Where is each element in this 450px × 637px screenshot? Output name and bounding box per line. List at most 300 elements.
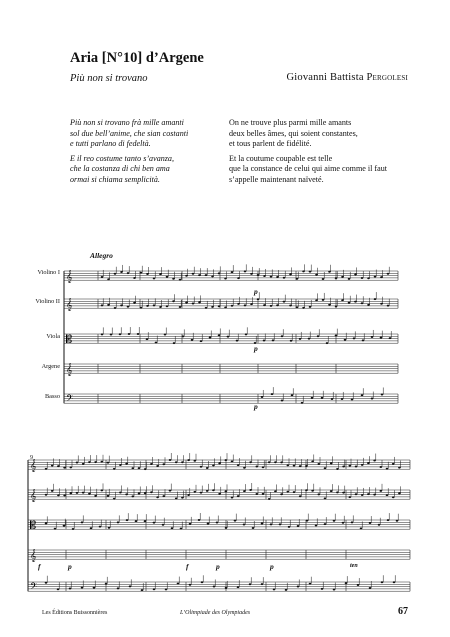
- note-head: [308, 338, 311, 340]
- note-head: [125, 493, 128, 495]
- note-head: [224, 307, 227, 309]
- note-head: [129, 585, 132, 587]
- poem-line: On ne trouve plus parmi mille amants: [229, 118, 352, 127]
- note-head: [173, 342, 176, 344]
- note-head: [311, 460, 314, 462]
- dynamic-marking: p: [270, 562, 274, 571]
- note-head: [207, 523, 210, 525]
- note-head: [302, 270, 305, 272]
- note-head: [201, 581, 204, 583]
- note-head: [353, 337, 356, 339]
- note-head: [321, 397, 324, 399]
- clef-icon: 𝄞: [30, 549, 37, 563]
- note-head: [120, 304, 123, 306]
- note-head: [386, 494, 389, 496]
- note-head: [280, 493, 283, 495]
- note-head: [257, 274, 260, 276]
- note-head: [315, 299, 318, 301]
- note-head: [392, 463, 395, 465]
- note-head: [198, 274, 201, 276]
- note-head: [181, 497, 184, 499]
- note-head: [114, 307, 117, 309]
- note-head: [311, 397, 314, 399]
- note-head: [189, 523, 192, 525]
- clef-icon: 𝄡: [30, 519, 37, 533]
- note-head: [209, 337, 212, 339]
- note-head: [127, 272, 130, 274]
- note-head: [392, 496, 395, 498]
- note-head: [349, 465, 352, 467]
- note-head: [45, 522, 48, 524]
- note-head: [299, 495, 302, 497]
- note-head: [94, 495, 97, 497]
- note-head: [45, 582, 48, 584]
- note-head: [315, 524, 318, 526]
- note-head: [225, 490, 228, 492]
- tempo-marking: Allegro: [90, 251, 113, 260]
- note-head: [328, 304, 331, 306]
- note-head: [387, 273, 390, 275]
- note-head: [117, 587, 120, 589]
- poem-line: E il reo costume tanto s’avanza,: [70, 153, 175, 163]
- note-head: [231, 305, 234, 307]
- note-head: [369, 587, 372, 589]
- note-head: [262, 493, 265, 495]
- note-head: [54, 528, 57, 530]
- note-head: [237, 586, 240, 588]
- note-head: [63, 525, 66, 527]
- dynamic-marking: p: [254, 344, 258, 353]
- note-head: [88, 493, 91, 495]
- note-head: [169, 459, 172, 461]
- note-head: [182, 335, 185, 337]
- note-head: [94, 461, 97, 463]
- note-head: [70, 492, 73, 494]
- note-head: [261, 583, 264, 585]
- note-head: [255, 493, 258, 495]
- note-head: [192, 303, 195, 305]
- poem-line: e tutti parlano di fedeltà.: [70, 139, 151, 149]
- note-head: [234, 520, 237, 522]
- dynamic-marking: p: [254, 402, 258, 411]
- note-head: [373, 494, 376, 496]
- note-head: [306, 520, 309, 522]
- note-head: [138, 492, 141, 494]
- note-head: [263, 304, 266, 306]
- note-head: [227, 336, 230, 338]
- note-head: [237, 495, 240, 497]
- note-head: [299, 338, 302, 340]
- note-head: [321, 588, 324, 590]
- note-head: [212, 464, 215, 466]
- note-head: [216, 522, 219, 524]
- note-head: [357, 584, 360, 586]
- note-head: [354, 301, 357, 303]
- note-head: [57, 588, 60, 590]
- note-head: [297, 525, 300, 527]
- note-head: [128, 333, 131, 335]
- note-head: [63, 467, 66, 469]
- composer-first-name: Giovanni Battista: [286, 72, 364, 83]
- poem-line: deux belles âmes, qui soient constantes,: [229, 128, 358, 138]
- note-head: [398, 492, 401, 494]
- note-head: [101, 461, 104, 463]
- note-head: [69, 588, 72, 590]
- note-head: [244, 270, 247, 272]
- note-head: [398, 467, 401, 469]
- note-head: [237, 464, 240, 466]
- note-head: [333, 589, 336, 591]
- poem-line: Et la coutume coupable est telle: [229, 153, 333, 163]
- note-head: [393, 581, 396, 583]
- note-head: [231, 497, 234, 499]
- note-head: [172, 278, 175, 280]
- note-head: [107, 462, 110, 464]
- note-head: [281, 400, 284, 402]
- note-head: [243, 467, 246, 469]
- note-head: [309, 306, 312, 308]
- note-head: [276, 304, 279, 306]
- note-head: [360, 527, 363, 529]
- note-head: [289, 305, 292, 307]
- note-head: [185, 275, 188, 277]
- clef-icon: 𝄢: [30, 581, 38, 595]
- note-head: [301, 402, 304, 404]
- note-head: [177, 583, 180, 585]
- note-head: [198, 301, 201, 303]
- note-head: [72, 528, 75, 530]
- note-head: [119, 491, 122, 493]
- note-head: [57, 465, 60, 467]
- note-head: [355, 493, 358, 495]
- note-head: [261, 523, 264, 525]
- note-head: [153, 522, 156, 524]
- note-head: [185, 302, 188, 304]
- note-head: [153, 304, 156, 306]
- note-head: [76, 492, 79, 494]
- note-head: [268, 461, 271, 463]
- note-head: [255, 466, 258, 468]
- note-head: [324, 523, 327, 525]
- note-head: [144, 520, 147, 522]
- note-head: [336, 491, 339, 493]
- note-head: [309, 583, 312, 585]
- note-head: [367, 493, 370, 495]
- note-head: [355, 466, 358, 468]
- poem-line: che la costanza di chi ben ama: [70, 164, 170, 174]
- instrument-label-basso: Basso: [44, 393, 60, 400]
- note-head: [283, 301, 286, 303]
- note-head: [133, 302, 136, 304]
- dynamic-marking: p: [68, 562, 72, 571]
- note-head: [137, 333, 140, 335]
- note-head: [250, 303, 253, 305]
- note-head: [108, 527, 111, 529]
- note-head: [93, 587, 96, 589]
- note-head: [153, 277, 156, 279]
- note-head: [245, 333, 248, 335]
- note-head: [299, 465, 302, 467]
- note-head: [189, 584, 192, 586]
- note-head: [342, 492, 345, 494]
- instrument-label-argene: Argene: [41, 363, 60, 370]
- note-head: [354, 273, 357, 275]
- note-head: [218, 493, 221, 495]
- clef-icon: 𝄞: [66, 298, 73, 312]
- clef-icon: 𝄞: [30, 459, 37, 473]
- note-head: [114, 273, 117, 275]
- note-head: [110, 334, 113, 336]
- note-head: [200, 466, 203, 468]
- note-head: [200, 492, 203, 494]
- note-head: [146, 273, 149, 275]
- note-head: [101, 304, 104, 306]
- note-head: [224, 277, 227, 279]
- note-head: [159, 273, 162, 275]
- note-head: [175, 498, 178, 500]
- note-head: [380, 276, 383, 278]
- note-head: [250, 273, 253, 275]
- note-head: [180, 528, 183, 530]
- note-head: [362, 339, 365, 341]
- composer-last-name: Pergolesi: [366, 72, 408, 83]
- note-head: [249, 461, 252, 463]
- note-head: [311, 490, 314, 492]
- poem-line: ormai si chiama semplicità.: [70, 174, 160, 184]
- note-head: [107, 278, 110, 280]
- note-head: [194, 460, 197, 462]
- note-head: [101, 276, 104, 278]
- page-number: 67: [398, 606, 408, 617]
- note-head: [105, 583, 108, 585]
- note-head: [328, 271, 331, 273]
- clef-icon: 𝄞: [30, 489, 37, 503]
- note-head: [371, 336, 374, 338]
- note-head: [237, 277, 240, 279]
- note-head: [389, 337, 392, 339]
- note-head: [324, 467, 327, 469]
- note-head: [166, 276, 169, 278]
- note-head: [268, 498, 271, 500]
- note-head: [155, 342, 158, 344]
- note-head: [331, 398, 334, 400]
- note-head: [305, 489, 308, 491]
- note-head: [335, 305, 338, 307]
- note-head: [296, 278, 299, 280]
- note-head: [218, 272, 221, 274]
- note-head: [218, 462, 221, 464]
- note-head: [280, 461, 283, 463]
- note-head: [179, 279, 182, 281]
- note-head: [169, 490, 172, 492]
- note-head: [225, 527, 228, 529]
- note-head: [342, 522, 345, 524]
- note-head: [51, 490, 54, 492]
- note-head: [198, 519, 201, 521]
- note-head: [330, 490, 333, 492]
- note-head: [274, 490, 277, 492]
- dynamic-marking: f: [38, 562, 41, 571]
- note-head: [163, 463, 166, 465]
- note-head: [371, 398, 374, 400]
- note-head: [309, 271, 312, 273]
- note-head: [367, 462, 370, 464]
- note-head: [179, 306, 182, 308]
- tenuto-marking: ten: [350, 563, 358, 569]
- note-head: [349, 496, 352, 498]
- note-head: [336, 468, 339, 470]
- note-head: [342, 466, 345, 468]
- note-head: [341, 398, 344, 400]
- poem-line: et tous parlent de fidélité.: [229, 139, 312, 149]
- note-head: [81, 586, 84, 588]
- publisher-name: Les Éditions Buissonnières: [42, 610, 108, 616]
- note-head: [302, 307, 305, 309]
- note-head: [117, 521, 120, 523]
- note-head: [351, 521, 354, 523]
- note-head: [156, 465, 159, 467]
- note-head: [290, 340, 293, 342]
- note-head: [225, 587, 228, 589]
- note-head: [361, 464, 364, 466]
- note-head: [82, 492, 85, 494]
- note-head: [231, 271, 234, 273]
- note-head: [318, 493, 321, 495]
- instrument-label-violino-1: Violino I: [37, 269, 60, 276]
- note-head: [262, 466, 265, 468]
- note-head: [82, 463, 85, 465]
- note-head: [133, 277, 136, 279]
- poem-line: sol due bell’anime, che sian costanti: [70, 128, 189, 138]
- note-head: [101, 489, 104, 491]
- note-head: [380, 466, 383, 468]
- note-head: [236, 340, 239, 342]
- note-head: [279, 523, 282, 525]
- note-head: [296, 306, 299, 308]
- note-head: [57, 494, 60, 496]
- note-head: [322, 278, 325, 280]
- note-head: [166, 305, 169, 307]
- dynamic-marking: p: [216, 562, 220, 571]
- note-head: [99, 526, 102, 528]
- note-head: [243, 523, 246, 525]
- note-head: [172, 300, 175, 302]
- note-head: [206, 490, 209, 492]
- note-head: [113, 468, 116, 470]
- instrument-label-violino-2: Violino II: [35, 298, 60, 305]
- note-head: [218, 334, 221, 336]
- note-head: [213, 585, 216, 587]
- note-head: [322, 299, 325, 301]
- note-head: [141, 589, 144, 591]
- note-head: [396, 520, 399, 522]
- note-head: [165, 588, 168, 590]
- note-head: [187, 494, 190, 496]
- note-head: [211, 306, 214, 308]
- aria-subtitle: Più non si trovano: [70, 73, 148, 84]
- note-head: [326, 342, 329, 344]
- note-head: [171, 527, 174, 529]
- note-head: [297, 585, 300, 587]
- note-head: [192, 273, 195, 275]
- clef-icon: 𝄢: [66, 393, 74, 407]
- note-head: [361, 277, 364, 279]
- note-head: [187, 459, 190, 461]
- note-head: [345, 582, 348, 584]
- note-head: [293, 491, 296, 493]
- note-head: [257, 298, 260, 300]
- measure-number: 9: [30, 455, 33, 461]
- note-head: [386, 468, 389, 470]
- note-head: [113, 498, 116, 500]
- note-head: [374, 276, 377, 278]
- note-head: [225, 459, 228, 461]
- note-head: [380, 303, 383, 305]
- note-head: [125, 463, 128, 465]
- note-head: [159, 306, 162, 308]
- note-head: [291, 394, 294, 396]
- note-head: [273, 588, 276, 590]
- clef-icon: 𝄞: [66, 363, 73, 377]
- note-head: [387, 305, 390, 307]
- note-head: [244, 304, 247, 306]
- note-head: [156, 496, 159, 498]
- clef-icon: 𝄞: [66, 270, 73, 284]
- note-head: [191, 339, 194, 341]
- note-head: [144, 492, 147, 494]
- note-head: [81, 521, 84, 523]
- note-head: [150, 491, 153, 493]
- note-head: [144, 468, 147, 470]
- note-head: [211, 275, 214, 277]
- note-head: [270, 275, 273, 277]
- note-head: [163, 495, 166, 497]
- note-head: [285, 589, 288, 591]
- note-head: [101, 333, 104, 335]
- note-head: [218, 305, 221, 307]
- note-head: [107, 495, 110, 497]
- note-head: [361, 494, 364, 496]
- note-head: [70, 466, 73, 468]
- note-head: [120, 271, 123, 273]
- note-head: [263, 275, 266, 277]
- note-head: [88, 461, 91, 463]
- note-head: [373, 460, 376, 462]
- dynamic-marking: f: [186, 562, 189, 571]
- note-head: [263, 339, 266, 341]
- note-head: [146, 338, 149, 340]
- note-head: [162, 524, 165, 526]
- note-head: [140, 307, 143, 309]
- note-head: [367, 277, 370, 279]
- note-head: [270, 305, 273, 307]
- note-head: [381, 393, 384, 395]
- note-head: [249, 583, 252, 585]
- note-head: [272, 339, 275, 341]
- note-head: [387, 519, 390, 521]
- aria-title: Aria [N°10] d’Argene: [70, 50, 204, 66]
- note-head: [175, 461, 178, 463]
- note-head: [205, 307, 208, 309]
- note-head: [63, 494, 66, 496]
- poem-line: que la constance de celui qui aime comme il faut: [229, 164, 387, 174]
- note-head: [119, 464, 122, 466]
- note-head: [135, 520, 138, 522]
- note-head: [341, 276, 344, 278]
- note-head: [237, 303, 240, 305]
- note-head: [287, 464, 290, 466]
- note-head: [369, 522, 372, 524]
